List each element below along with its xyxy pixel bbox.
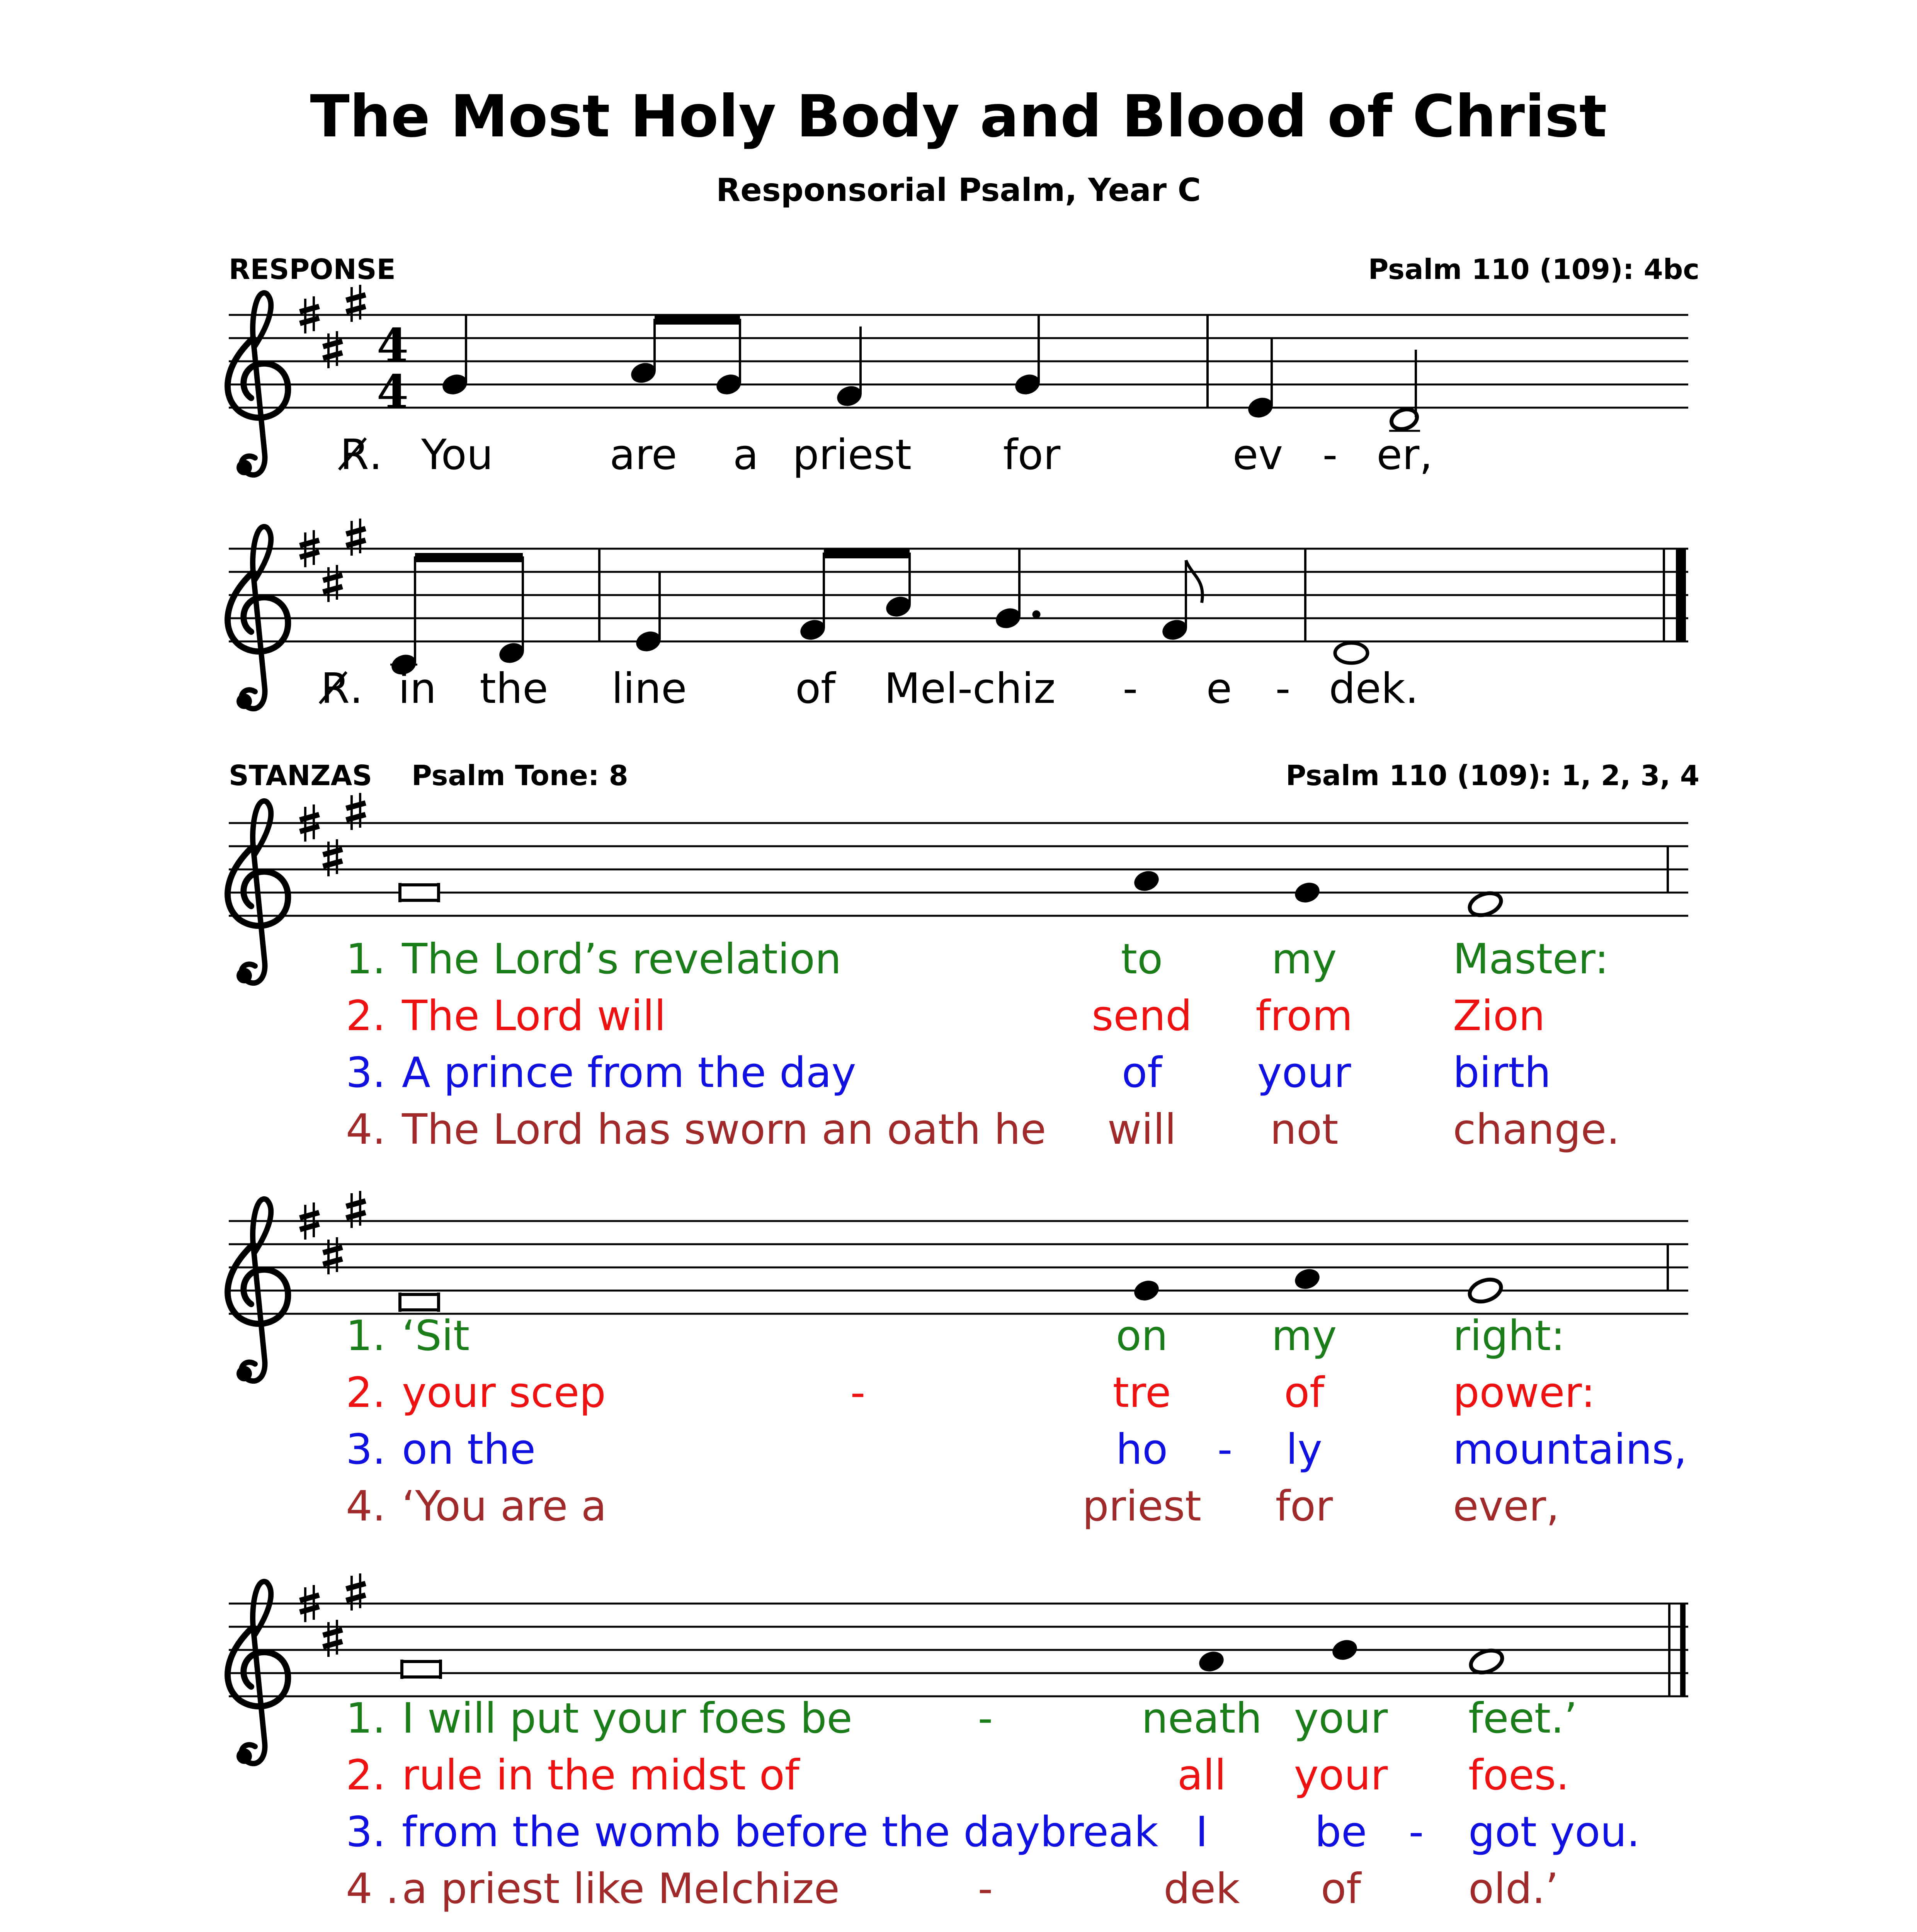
stanza-syllable: dek (1163, 1865, 1240, 1913)
response-syllable: - (1322, 431, 1338, 479)
stanza-recitation-text: your scep (402, 1369, 606, 1417)
stanza-verse-number: 1. (346, 1312, 386, 1360)
response-syllable: dek. (1329, 665, 1419, 713)
response-syllable: e (1206, 665, 1232, 713)
stanza-verse-number: 2. (346, 1369, 386, 1417)
stanza-staff-2 (229, 1221, 1688, 1314)
stanza-hyphen: - (1408, 1808, 1424, 1856)
stanza-verse-number: 3. (346, 1425, 386, 1474)
stanza-syllable: to (1121, 935, 1163, 983)
stanza-recitation-text: The Lord will (402, 992, 666, 1040)
stanza-hyphen: - (978, 1694, 993, 1743)
response-syllable: - (1123, 665, 1138, 713)
page-subtitle: Responsorial Psalm, Year C (716, 172, 1201, 209)
stanza-recitation-text: rule in the midst of (402, 1751, 799, 1799)
stanza-syllable: change. (1453, 1105, 1620, 1154)
response-syllable: priest (792, 431, 912, 479)
stanza-syllable: be (1315, 1808, 1367, 1856)
stanzas-reference: Psalm 110 (109): 1, 2, 3, 4 (1286, 759, 1699, 792)
stanza-syllable: of (1284, 1369, 1325, 1417)
stanza-syllable: your (1294, 1751, 1388, 1799)
stanza-syllable: right: (1453, 1312, 1565, 1360)
stanza-recitation-text: ‘You are a (402, 1482, 607, 1531)
stanza-recitation-text: on the (402, 1425, 536, 1474)
stanza-verse-number: 4 . (346, 1865, 399, 1913)
response-syllable: ev (1232, 431, 1283, 479)
stanza-syllable: priest (1082, 1482, 1202, 1531)
stanza-syllable: not (1270, 1105, 1339, 1154)
stanza-verse-number: 2. (346, 992, 386, 1040)
response-syllable: of (795, 665, 836, 713)
stanza-recitation-text: a priest like Melchize (402, 1865, 840, 1913)
response-label: RESPONSE (229, 253, 396, 286)
stanza-hyphen: - (1217, 1425, 1233, 1474)
response-syllable: You (421, 431, 493, 479)
stanza-syllable: ever, (1453, 1482, 1560, 1531)
response-syllable: are (609, 431, 677, 479)
stanza-syllable: Zion (1453, 992, 1545, 1040)
stanza-syllable: old.’ (1468, 1865, 1559, 1913)
stanza-verse-number: 1. (346, 1694, 386, 1743)
sharp-icon (323, 331, 342, 368)
stanza-syllable: will (1107, 1105, 1177, 1154)
response-staff-2 (229, 549, 1688, 641)
stanza-syllable: feet.’ (1468, 1694, 1577, 1743)
time-signature-top: 4 (377, 318, 409, 372)
stanza-verse-number: 2. (346, 1751, 386, 1799)
response-marker: R̸. (321, 665, 363, 713)
sharp-icon (346, 285, 366, 322)
psalm-tone: Psalm Tone: 8 (412, 759, 628, 792)
stanza-syllable: neath (1141, 1694, 1262, 1743)
stanza-verse-number: 3. (346, 1049, 386, 1097)
response-syllable: the (480, 665, 548, 713)
response-syllable: Mel-chiz (884, 665, 1056, 713)
stanza-syllable: for (1275, 1482, 1333, 1531)
stanza-verse-number: 3. (346, 1808, 386, 1856)
stanza-syllable: your (1294, 1694, 1388, 1743)
stanza-hyphen: - (978, 1865, 993, 1913)
stanza-recitation-text: The Lord’s revelation (402, 935, 842, 983)
response-notes-2 (389, 549, 1681, 677)
stanza-syllable: send (1092, 992, 1192, 1040)
response-syllable: line (611, 665, 687, 713)
time-signature-bottom: 4 (377, 365, 409, 418)
response-syllable: for (1003, 431, 1061, 479)
stanza-syllable: ho (1116, 1425, 1168, 1474)
stanza-syllable: on (1116, 1312, 1168, 1360)
stanza-syllable: of (1121, 1049, 1162, 1097)
stanza-syllable: your (1257, 1049, 1351, 1097)
stanza-recitation-text: A prince from the day (402, 1049, 856, 1097)
stanza-syllable: all (1177, 1751, 1226, 1799)
stanza-verse-number: 4. (346, 1482, 386, 1531)
stanza-hyphen: - (850, 1369, 866, 1417)
response-staff-1 (229, 315, 1688, 408)
stanza-syllable: power: (1453, 1369, 1596, 1417)
stanza-syllable: my (1271, 935, 1337, 983)
stanza-syllable: ly (1286, 1425, 1322, 1474)
response-reference: Psalm 110 (109): 4bc (1368, 253, 1699, 286)
stanza-syllable: got you. (1468, 1808, 1640, 1856)
stanza-syllable: I (1196, 1808, 1208, 1856)
response-notes-1 (440, 315, 1420, 432)
response-syllable: - (1275, 665, 1291, 713)
stanza-syllable: from (1255, 992, 1353, 1040)
stanza-recitation-text: I will put your foes be (402, 1694, 852, 1743)
stanza-syllable: tre (1112, 1369, 1171, 1417)
response-syllable: a (733, 431, 759, 479)
stanza-syllable: foes. (1468, 1751, 1570, 1799)
stanza-syllable: of (1320, 1865, 1361, 1913)
response-syllable: er, (1376, 431, 1433, 479)
response-marker: R̸. (340, 431, 383, 479)
stanza-verse-number: 1. (346, 935, 386, 983)
stanza-syllable: mountains, (1453, 1425, 1687, 1474)
stanza-syllable: my (1271, 1312, 1337, 1360)
stanza-notes-1 (400, 846, 1668, 919)
page-title: The Most Holy Body and Blood of Christ (310, 83, 1607, 150)
stanza-syllable: birth (1453, 1049, 1551, 1097)
stanza-recitation-text: ‘Sit (402, 1312, 470, 1360)
stanza-notes-2 (400, 1244, 1668, 1312)
stanza-verse-number: 4. (346, 1105, 386, 1154)
stanzas-label: STANZAS (229, 759, 373, 792)
stanza-staff-1 (229, 823, 1688, 916)
stanza-recitation-text: The Lord has sworn an oath he (402, 1105, 1046, 1154)
stanza-syllable: Master: (1453, 935, 1609, 983)
response-syllable: in (398, 665, 437, 713)
stanza-recitation-text: from the womb before the daybreak (402, 1808, 1158, 1856)
stanza-staff-3 (229, 1604, 1688, 1696)
